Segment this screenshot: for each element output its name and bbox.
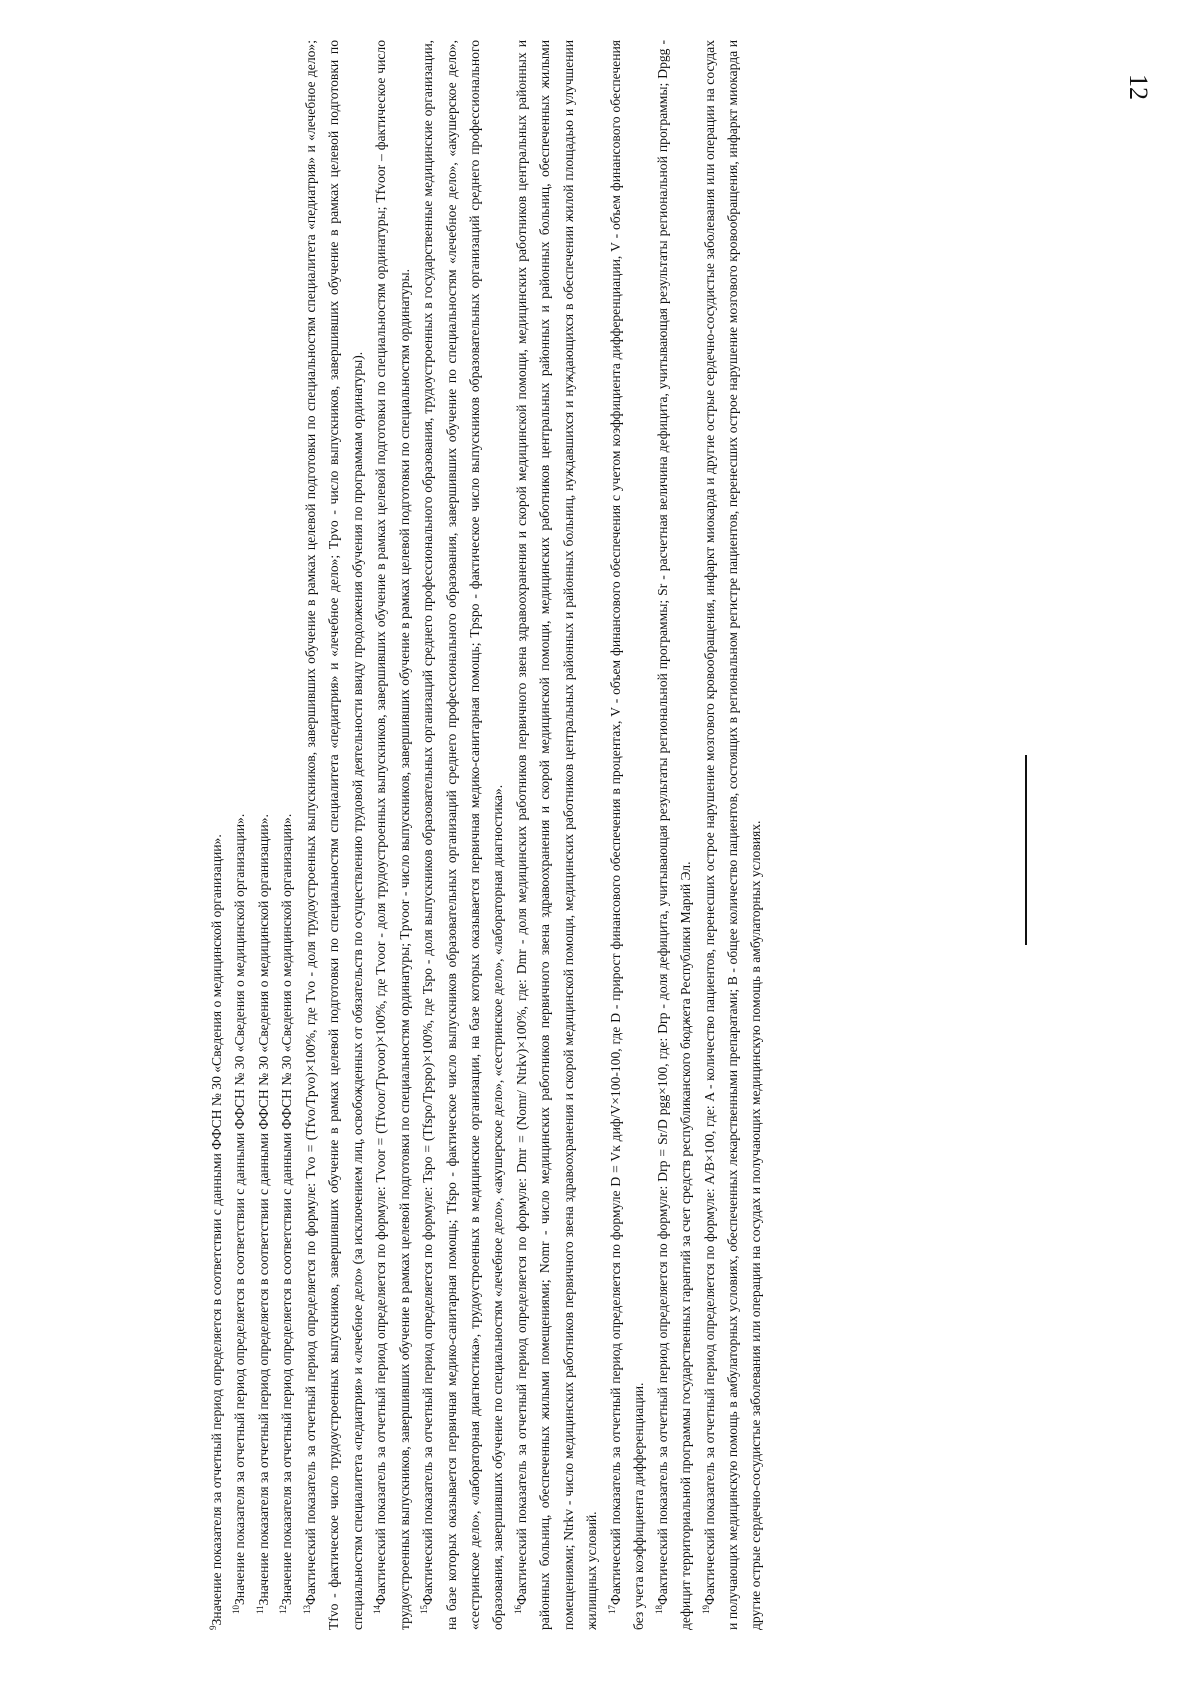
footnote-text: Значение показателя за отчетный период определяется в соответствии с данными ФФСН № 30 «Сведения о медицинской организации». bbox=[279, 813, 295, 1605]
footnote-text: Значение показателя за отчетный период определяется в соответствии с данными ФФСН № 30 «Сведения о медицинской организации». bbox=[209, 834, 224, 1626]
footnote-10 bbox=[228, 40, 251, 1630]
footnote-mark: 9 bbox=[208, 1625, 218, 1630]
footnote-text: Фактический показатель за отчетный период определяется по формуле: Dmr = (Nomr/ Ntrkv)×100%, где: Dmr - доля медицинских работников первичного звена здравоохранения и скорой медицинской помощи, медицинских работников центральных районных и районных больниц, обеспеченных жилыми помещениями; Nomr - число медицинских работников первичного звена здравоохранения и скорой медицинской помощи, медицинских работников центральных районных и районных больниц, обеспеченных жилыми помещениями; Ntrkv - число медицинских работников первичного звена здравоохранения и скорой медицинской помощи, медицинских работников центральных районных и районных больниц, нуждавшихся и нуждающихся в обеспечении жилой площадью и улучшении жилищных условий. bbox=[513, 40, 600, 1630]
footnote-mark: 15 bbox=[419, 1605, 430, 1614]
footnote-18 bbox=[651, 40, 698, 1630]
footnote-16 bbox=[510, 40, 604, 1630]
footnote-19 bbox=[698, 40, 768, 1630]
footnote-text: Фактический показатель за отчетный период определяется по формуле D = Vк диф/V×100-100, где D - прирост финансового обеспечения в процентах, V - объем финансового обеспечения с учетом коэффициента дифференциации, V - объем финансового обеспечения без учета коэффициента дифференциации. bbox=[607, 40, 647, 1630]
footnote-mark: 10 bbox=[231, 1605, 242, 1614]
footnotes-list bbox=[205, 40, 768, 1630]
footnote-text: Фактический показатель за отчетный период определяется по формуле: Tvoor = (Tfvoor/Tpvoor)×100%, где Tvoor - доля трудоустроенных выпускников, завершивших обучение в рамках целевой подготовки по специальностям ординатуры; Tfvoor – фактическое число трудоустроенных выпускников, завершивших обучение в рамках целевой подготовки по специальностям ординатуры; Tpvoor - число выпускников, завершивших обучение в рамках целевой подготовки по специальностям ординатуры. bbox=[373, 40, 412, 1630]
footnote-12 bbox=[275, 40, 298, 1630]
footnote-text: Значение показателя за отчетный период определяется в соответствии с данными ФФСН № 30 «Сведения о медицинской организации». bbox=[255, 814, 271, 1606]
footnote-9 bbox=[205, 40, 228, 1630]
footnote-text: Фактический показатель за отчетный период определяется по формуле: A/B×100, где: A - количество пациентов, перенесших острое нарушение мозгового кровообращения, инфаркт миокарда и другие острые сердечно-сосудистые заболевания или операции на сосудах и получающих медицинскую помощь в амбулаторных условиях, обеспеченных лекарственными препаратами; B - общее количество пациентов, состоящих в региональном регистре пациентов, перенесших острое нарушение мозгового кровообращения, инфаркт миокарда и другие острые сердечно-сосудистые заболевания или операции на сосудах и получающих медицинскую помощь в амбулаторных условиях. bbox=[701, 40, 764, 1630]
footnote-text: Значение показателя за отчетный период определяется в соответствии с данными ФФСН № 30 «Сведения о медицинской организации». bbox=[232, 813, 248, 1605]
footnote-mark: 11 bbox=[254, 1605, 265, 1614]
footnote-mark: 17 bbox=[606, 1605, 617, 1614]
footnote-mark: 13 bbox=[301, 1605, 312, 1614]
footnote-13 bbox=[299, 40, 369, 1630]
footnote-14 bbox=[369, 40, 416, 1630]
footnote-separator-line bbox=[1025, 755, 1027, 945]
footnote-mark: 14 bbox=[372, 1605, 383, 1614]
page-number: 12 bbox=[1124, 74, 1153, 100]
footnote-17 bbox=[604, 40, 651, 1630]
footnote-text: Фактический показатель за отчетный период определяется по формуле: Drp = Sr/D рgg×100, где: Drp - доля дефицита, учитывающая результаты региональной программы; Sr - расчетная величина дефицита, учитывающая результаты региональной программы; Dpgg - дефицит территориальной программы государственных гарантий за счет средств республиканского бюджета Республики Марий Эл. bbox=[654, 40, 694, 1630]
footnote-mark: 18 bbox=[653, 1605, 664, 1614]
rotated-footnotes-block bbox=[205, 40, 975, 1630]
footnote-15 bbox=[416, 40, 510, 1630]
footnote-mark: 12 bbox=[278, 1605, 289, 1614]
footnote-text: Фактический показатель за отчетный период определяется по формуле: Tvo = (Tfvo/Tpvo)×100%, где Tvo - доля трудоустроенных выпускников, завершивших обучение в рамках целевой подготовки по специальностям специалитета «педиатрия» и «лечебное дело»; Tfvo - фактическое число трудоустроенных выпускников, завершивших обучение в рамках целевой подготовки по специальностям специалитета «педиатрия» и «лечебное дело»; Tpvo - число выпускников, завершивших обучение в рамках целевой подготовки по специальностям специалитета «педиатрия» и «лечебное дело» (за исключением лиц, освобожденных от обязательств по осуществлению трудовой деятельности ввиду продолжения обучения по программам ординатуры). bbox=[302, 40, 365, 1630]
footnote-mark: 16 bbox=[512, 1605, 523, 1614]
footnote-text: Фактический показатель за отчетный период определяется по формуле: Tspo = (Tfspo/Tpspo)×100%, где Tspo - доля выпускников образовательных организаций среднего профессионального образования, трудоустроенных в государственные медицинские организации, на базе которых оказывается первичная медико-санитарная помощь; Tfspo - фактическое число выпускников образовательных организаций среднего профессионального образования, завершивших обучение по специальностям «лечебное дело», «акушерское дело», «сестринское дело», «лабораторная диагностика», трудоустроенных в медицинские организации, на базе которых оказывается первичная медико-санитарная помощь; Tpspo - фактическое число выпускников образовательных организаций среднего профессионального образования, завершивших обучение по специальностям «лечебное дело», «акушерское дело», «сестринское дело», «лабораторная диагностика». bbox=[420, 40, 506, 1630]
footnote-mark: 19 bbox=[700, 1605, 711, 1614]
footnote-11 bbox=[252, 40, 275, 1630]
